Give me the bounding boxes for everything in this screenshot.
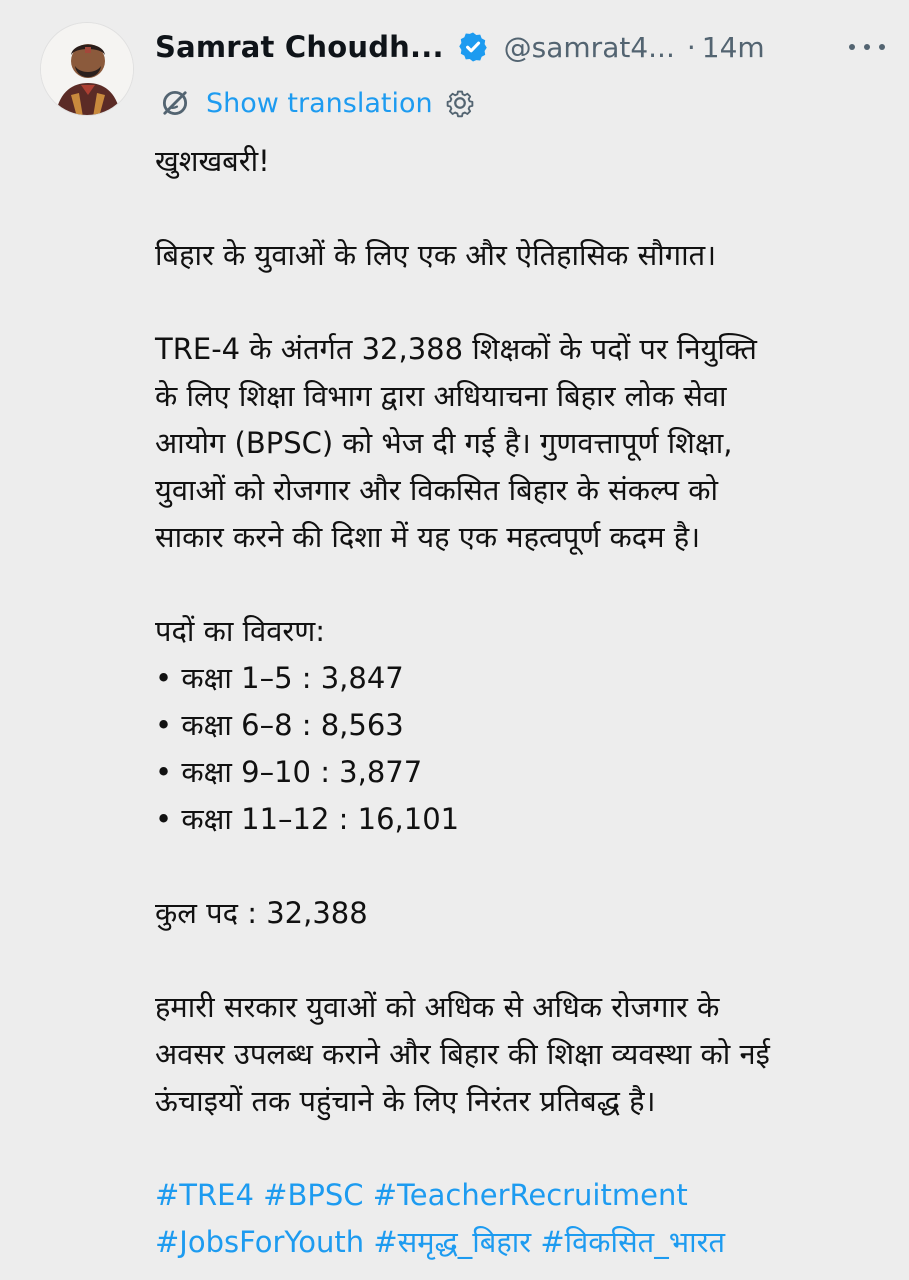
tweet-line: पदों का विवरण: [155, 614, 325, 648]
tweet-line: TRE-4 के अंतर्गत 32,388 शिक्षकों के पदों पर नियुक्ति [155, 332, 757, 366]
tweet-gap [155, 279, 895, 326]
tweet-gap [155, 185, 895, 232]
tweet-line: बिहार के युवाओं के लिए एक और ऐतिहासिक सौगात। [155, 238, 717, 272]
tweet-gap [155, 561, 895, 608]
verified-badge-icon [456, 30, 490, 64]
tweet-time[interactable]: 14m [701, 30, 765, 64]
tweet-line: आयोग (BPSC) को भेज दी गई है। गुणवत्तापूर्ण शिक्षा, [155, 426, 733, 460]
tweet-line: ऊंचाइयों तक पहुंचाने के लिए निरंतर प्रतिबद्ध है। [155, 1084, 656, 1118]
more-dots-icon[interactable] [849, 37, 885, 57]
avatar[interactable] [40, 22, 134, 116]
globe-slash-icon [158, 86, 192, 120]
author-handle[interactable]: @samrat4... [503, 30, 675, 64]
tweet-line: • कक्षा 11–12 : 16,101 [155, 802, 460, 836]
tweet-line: हमारी सरकार युवाओं को अधिक से अधिक रोजगार के [155, 990, 720, 1024]
gear-icon[interactable] [445, 88, 475, 118]
tweet-line: • कक्षा 6–8 : 8,563 [155, 708, 404, 742]
author-name[interactable]: Samrat Choudh... [155, 30, 444, 64]
show-translation-link[interactable]: Show translation [206, 87, 433, 119]
tweet-gap [155, 937, 895, 984]
tweet-line: युवाओं को रोजगार और विकसित बिहार के संकल्प को [155, 473, 718, 507]
tweet-line: कुल पद : 32,388 [155, 896, 368, 930]
hashtag-line[interactable]: #TRE4 #BPSC #TeacherRecruitment [155, 1178, 688, 1212]
tweet-header [155, 22, 885, 72]
time-separator: · [686, 30, 696, 64]
tweet-gap [155, 843, 895, 890]
tweet-line: के लिए शिक्षा विभाग द्वारा अधियाचना बिहार लोक सेवा [155, 379, 727, 413]
tweet-line: साकार करने की दिशा में यह एक महत्वपूर्ण कदम है। [155, 520, 701, 554]
show-translation-row[interactable] [158, 83, 475, 123]
tweet-line: • कक्षा 1–5 : 3,847 [155, 661, 404, 695]
tweet-body [155, 138, 895, 1266]
tweet-line: अवसर उपलब्ध कराने और बिहार की शिक्षा व्यवस्था को नई [155, 1037, 770, 1071]
tweet-gap [155, 1125, 895, 1172]
hashtag-line[interactable]: #JobsForYouth #समृद्ध_बिहार #विकसित_भारत [155, 1225, 725, 1259]
tweet-line: • कक्षा 9–10 : 3,877 [155, 755, 423, 789]
tweet-line: खुशखबरी! [155, 144, 270, 178]
